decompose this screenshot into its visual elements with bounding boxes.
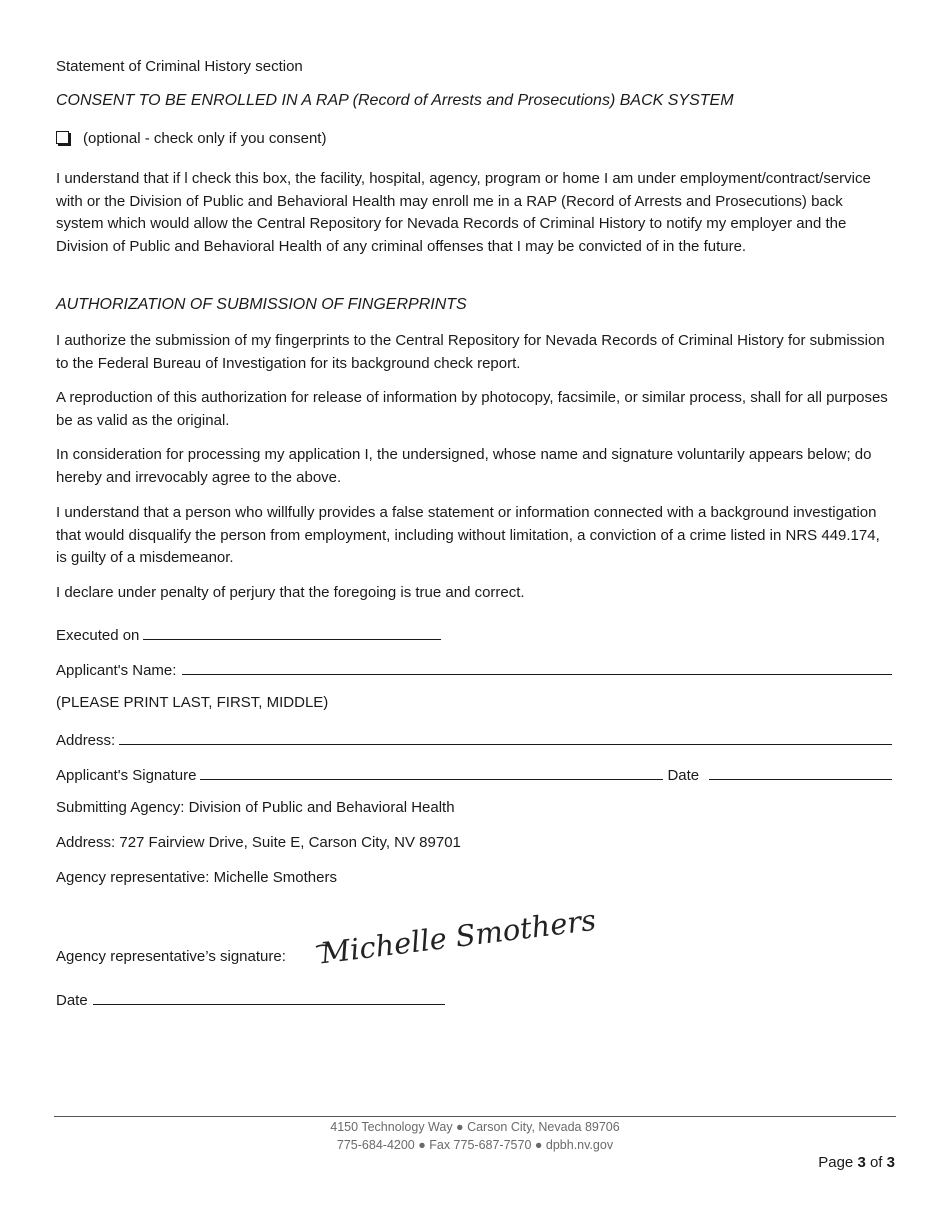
footer-address: 4150 Technology Way ● Carson City, Nevada 89706 bbox=[330, 1120, 620, 1134]
signature-script: Michelle Smothers bbox=[318, 902, 598, 971]
agency-date-field[interactable] bbox=[93, 989, 445, 1005]
print-name-note: (PLEASE PRINT LAST, FIRST, MIDDLE) bbox=[56, 694, 329, 711]
agency-representative-signature bbox=[314, 902, 598, 971]
authorization-heading: AUTHORIZATION OF SUBMISSION OF FINGERPRINTS bbox=[56, 296, 467, 313]
footer-divider bbox=[54, 1116, 896, 1117]
applicant-signature-field[interactable] bbox=[200, 764, 663, 780]
rap-consent-label: (optional - check only if you consent) bbox=[83, 130, 327, 147]
rap-consent-row bbox=[56, 128, 326, 151]
applicant-signature-row bbox=[56, 762, 892, 784]
address-field[interactable] bbox=[119, 729, 892, 745]
section-label: Statement of Criminal History section bbox=[56, 58, 303, 75]
rap-body-paragraph: I understand that if l check this box, the facility, hospital, agency, program or home I am under employment/contract/service with or the Division of Public and Behavioral Health may enroll me in a RAP (Record of Arrests and Prosecutions) back system which would allow the Central Repository for Nevada Records of Criminal History to notify my employer and the Division of Public and Behavioral Health of any criminal offenses that I may be convicted of in the future. bbox=[56, 170, 871, 255]
applicant-name-label: Applicant's Name: bbox=[56, 662, 177, 679]
applicant-date-field[interactable] bbox=[709, 764, 892, 780]
applicant-name-field[interactable] bbox=[182, 659, 892, 675]
authorization-paragraph-4: I understand that a person who willfully provides a false statement or information connected with a background investigation that would disqualify the person from employment, including without limitation, a conviction of a crime listed in NRS 449.174, is guilty of a misdemeanor. bbox=[56, 504, 880, 567]
address-row bbox=[56, 727, 892, 749]
authorization-paragraph-2: A reproduction of this authorization for release of information by photocopy, facsimile, or similar process, shall for all purposes be as valid as the original. bbox=[56, 389, 888, 429]
rap-consent-checkbox[interactable] bbox=[56, 131, 69, 144]
agency-signature-label: Agency representative’s signature: bbox=[56, 948, 286, 965]
applicant-signature-label: Applicant's Signature bbox=[56, 767, 197, 784]
executed-on-label: Executed on bbox=[56, 627, 140, 644]
page-number bbox=[818, 1154, 895, 1171]
authorization-paragraph-3: In consideration for processing my application I, the undersigned, whose name and signature voluntarily appears below; do hereby and irrevocably agree to the above. bbox=[56, 446, 872, 486]
page-current: 3 bbox=[857, 1154, 866, 1171]
agency-address: Address: 727 Fairview Drive, Suite E, Carson City, NV 89701 bbox=[56, 834, 461, 851]
perjury-declaration: I declare under penalty of perjury that the foregoing is true and correct. bbox=[56, 584, 525, 601]
page-total: 3 bbox=[886, 1154, 895, 1171]
agency-date-row bbox=[56, 987, 892, 1009]
page-of: of bbox=[869, 1154, 883, 1171]
executed-on-row bbox=[56, 622, 892, 644]
agency-representative: Agency representative: Michelle Smothers bbox=[56, 869, 337, 886]
submitting-agency: Submitting Agency: Division of Public and Behavioral Health bbox=[56, 799, 455, 816]
executed-on-field[interactable] bbox=[143, 624, 441, 640]
footer-contact: 775-684-4200 ● Fax 775-687-7570 ● dpbh.nv.gov bbox=[336, 1138, 614, 1152]
applicant-date-label: Date bbox=[667, 767, 700, 784]
rap-heading: CONSENT TO BE ENROLLED IN A RAP (Record of Arrests and Prosecutions) BACK SYSTEM bbox=[56, 92, 734, 109]
address-label: Address: bbox=[56, 732, 116, 749]
applicant-name-row bbox=[56, 657, 892, 679]
authorization-paragraph-1: I authorize the submission of my fingerprints to the Central Repository for Nevada Records of Criminal History for submission to the Federal Bureau of Investigation for its background check report. bbox=[56, 332, 885, 372]
agency-date-label: Date bbox=[56, 992, 88, 1009]
page-prefix: Page bbox=[818, 1154, 854, 1171]
